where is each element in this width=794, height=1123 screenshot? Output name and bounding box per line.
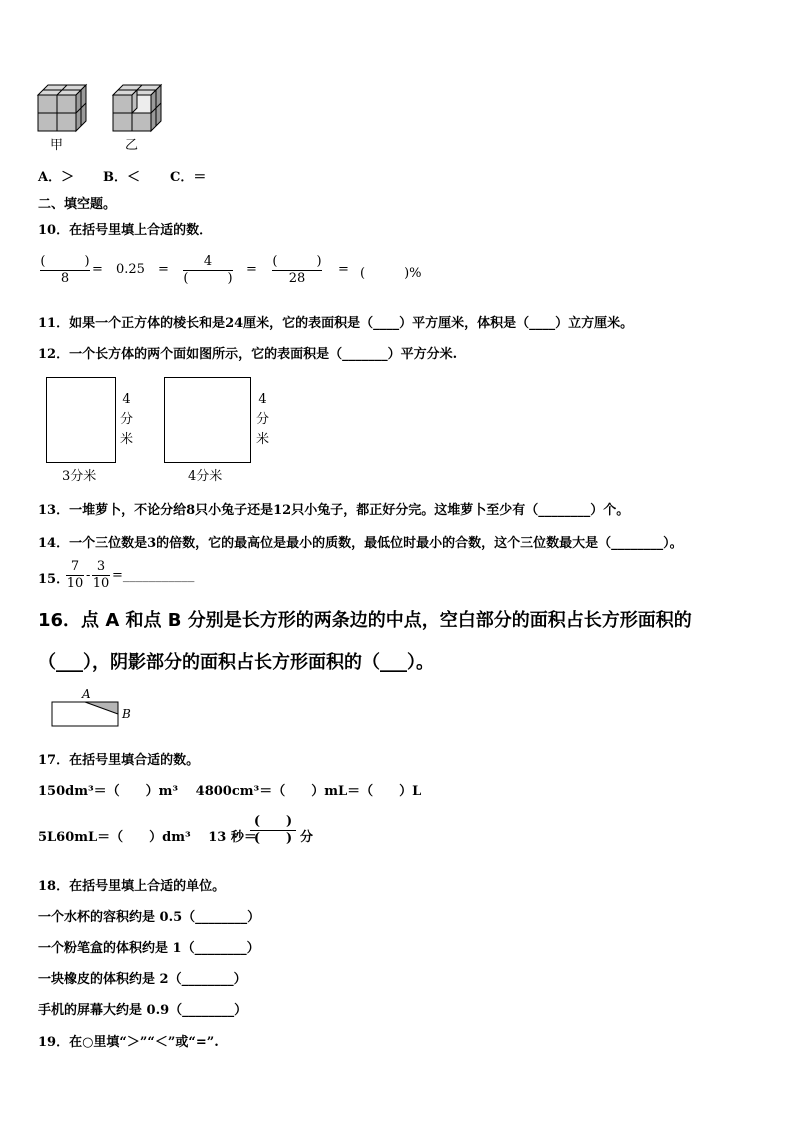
equals-sign: = bbox=[246, 262, 257, 277]
q18-item: 一个粉笔盒的体积约是 1（________） bbox=[38, 941, 260, 956]
rect1-side-label bbox=[120, 390, 133, 450]
minus-sign: - bbox=[86, 568, 91, 583]
rect1-bottom-label: 3分米 bbox=[62, 469, 97, 484]
q18-item: 手机的屏幕大约是 0.9（________） bbox=[38, 1003, 248, 1018]
q17-line2: 5L60mL＝（ ）dm³ 13 秒＝ bbox=[38, 830, 257, 845]
rectangle-face-2 bbox=[164, 377, 251, 463]
q17-title: 17．在括号里填合适的数。 bbox=[38, 753, 200, 768]
fraction-denominator: 10 bbox=[92, 576, 110, 591]
q12-text: 12．一个长方体的两个面如图所示，它的表面积是（_______）平方分米. bbox=[38, 347, 458, 362]
q18-item: 一个水杯的容积约是 0.5（________） bbox=[38, 910, 261, 925]
option-b: B．＜ bbox=[103, 170, 140, 185]
side-label-part: 4 bbox=[122, 392, 131, 407]
figure-cube-yi bbox=[111, 83, 163, 137]
percent-blank: ( )% bbox=[360, 266, 422, 281]
label-jia: 甲 bbox=[50, 138, 64, 153]
fraction-denominator: ( ) bbox=[250, 830, 296, 847]
q11-text: 11．如果一个正方体的棱长和是24厘米，它的表面积是（____）平方厘米，体积是（____）立方厘米。 bbox=[38, 316, 634, 331]
side-label-part: 4 bbox=[258, 392, 267, 407]
q17-line1: 150dm³＝（ ）m³ 4800cm³＝（ ）mL＝（ ）L bbox=[38, 784, 422, 799]
q18-title: 18．在括号里填上合适的单位。 bbox=[38, 879, 226, 894]
q14-text: 14．一个三位数是3的倍数，它的最高位是最小的质数，最低位时最小的合数，这个三位数最大是（________）。 bbox=[38, 536, 683, 551]
q15-fraction-1 bbox=[66, 559, 84, 592]
q16-line1: 16．点 A 和点 B 分别是长方形的两条边的中点，空白部分的面积占长方形面积的 bbox=[38, 610, 692, 631]
cube-stack-yi-drawing bbox=[111, 83, 163, 133]
value-025: 0.25 bbox=[116, 262, 145, 277]
q15-label: 15． bbox=[38, 572, 70, 587]
q10-fraction-3 bbox=[272, 254, 322, 287]
option-a: A．＞ bbox=[38, 170, 75, 185]
q10-fraction-1 bbox=[40, 254, 90, 287]
q10-fraction-2 bbox=[183, 254, 233, 287]
fraction-numerator: ( ) bbox=[253, 814, 293, 829]
point-b-label: B bbox=[122, 707, 131, 721]
q10-title: 10．在括号里填上合适的数． bbox=[38, 223, 213, 238]
option-c: C．＝ bbox=[170, 170, 207, 185]
q13-text: 13．一堆萝卜，不论分给8只小兔子还是12只小兔子，都正好分完。这堆萝卜至少有（________）个。 bbox=[38, 503, 630, 518]
cube-stack-jia-drawing bbox=[36, 83, 88, 133]
side-label-part: 米 bbox=[120, 432, 134, 447]
equals-sign: = bbox=[92, 262, 103, 277]
fraction-denominator: ( ) bbox=[183, 271, 233, 286]
equals-sign: = bbox=[158, 262, 169, 277]
q19-text: 19．在○里填“＞”“＜”或“=”. bbox=[38, 1035, 219, 1050]
side-label-part: 米 bbox=[256, 432, 270, 447]
section-title: 二、填空题。 bbox=[38, 197, 117, 212]
equals-sign: = bbox=[338, 262, 349, 277]
fraction-numerator: ( ) bbox=[272, 254, 322, 269]
q18-item: 一块橡皮的体积约是 2（________） bbox=[38, 972, 247, 987]
side-label-part: 分 bbox=[120, 412, 134, 427]
point-a-label: A bbox=[82, 687, 91, 701]
fraction-denominator: 10 bbox=[66, 576, 84, 591]
rect2-side-label bbox=[256, 390, 269, 450]
q17-fraction bbox=[250, 814, 296, 847]
label-yi: 乙 bbox=[125, 138, 139, 153]
side-label-part: 分 bbox=[256, 412, 270, 427]
fraction-numerator: 7 bbox=[70, 559, 80, 574]
fraction-numerator: 4 bbox=[203, 254, 213, 269]
q15-fraction-2 bbox=[92, 559, 110, 592]
fraction-numerator: 3 bbox=[96, 559, 106, 574]
q16-line2: （___），阴影部分的面积占长方形面积的（___）。 bbox=[38, 652, 434, 673]
q15-answer-blank: =___________ bbox=[112, 568, 195, 583]
figure-cube-jia bbox=[36, 83, 88, 137]
unit-minute: 分 bbox=[300, 830, 314, 845]
fraction-numerator: ( ) bbox=[40, 254, 90, 269]
rect2-bottom-label: 4分米 bbox=[188, 469, 223, 484]
fraction-denominator: 8 bbox=[40, 270, 90, 287]
rectangle-face-1 bbox=[46, 377, 116, 463]
fraction-denominator: 28 bbox=[272, 270, 322, 287]
